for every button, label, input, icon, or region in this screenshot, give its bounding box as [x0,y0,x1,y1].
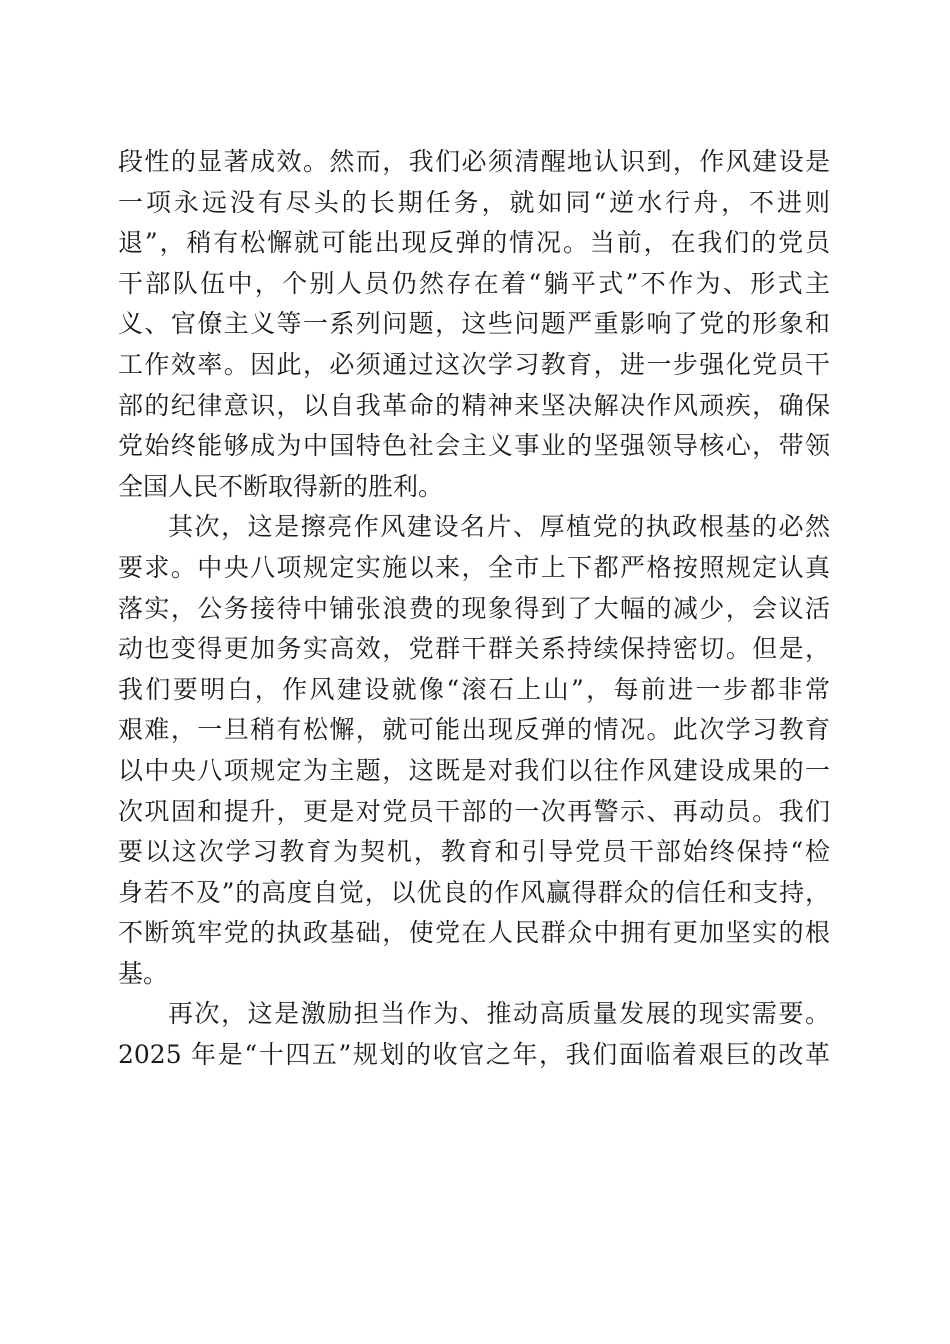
text-line: 工作效率。因此，必须通过这次学习教育，进一步强化党员干 [118,349,830,379]
text-line: 2025 年是“十四五”规划的收官之年，我们面临着艰巨的改革 [118,1040,830,1070]
text-line: 段性的显著成效。然而，我们必须清醒地认识到，作风建设是 [118,147,830,176]
text-line: 其次，这是擦亮作风建设名片、厚植党的执政根基的必然 [168,512,830,542]
text-line: 部的纪律意识，以自我革命的精神来坚决解决作风顽疾，确保 [118,390,830,420]
paragraph-2 [118,507,830,994]
text-line: 义、官僚主义等一系列问题，这些问题严重影响了党的形象和 [118,309,830,339]
text-line: 要以这次学习教育为契机，教育和引导党员干部始终保持“检 [118,837,830,867]
text-line: 党始终能够成为中国特色社会主义事业的坚强领导核心，带领 [118,431,830,461]
text-line: 全国人民不断取得新的胜利。 [118,471,444,501]
text-line: 次巩固和提升，更是对党员干部的一次再警示、再动员。我们 [118,796,830,826]
text-line: 退”，稍有松懈就可能出现反弹的情况。当前，在我们的党员 [118,228,830,258]
text-line: 不断筑牢党的执政基础，使党在人民群众中拥有更加坚实的根 [118,918,830,948]
text-line: 干部队伍中，个别人员仍然存在着“躺平式”不作为、形式主 [118,268,830,298]
text-line: 动也变得更加务实高效，党群干群关系持续保持密切。但是， [118,634,830,664]
text-line: 基。 [118,958,169,988]
paragraph-1 [118,142,830,507]
text-line: 艰难，一旦稍有松懈，就可能出现反弹的情况。此次学习教育 [118,715,830,745]
text-line: 要求。中央八项规定实施以来，全市上下都严格按照规定认真 [118,552,830,582]
text-line: 我们要明白，作风建设就像“滚石上山”，每前进一步都非常 [118,674,830,704]
text-line: 落实，公务接待中铺张浪费的现象得到了大幅的减少，会议活 [118,593,830,623]
text-line: 再次，这是激励担当作为、推动高质量发展的现实需要。 [168,999,830,1029]
text-line: 一项永远没有尽头的长期任务，就如同“逆水行舟，不进则 [118,187,830,217]
text-line: 以中央八项规定为主题，这既是对我们以往作风建设成果的一 [118,755,830,785]
text-line: 身若不及”的高度自觉，以优良的作风赢得群众的信任和支持， [118,877,830,907]
document-body [118,142,830,1076]
paragraph-3 [118,994,830,1075]
